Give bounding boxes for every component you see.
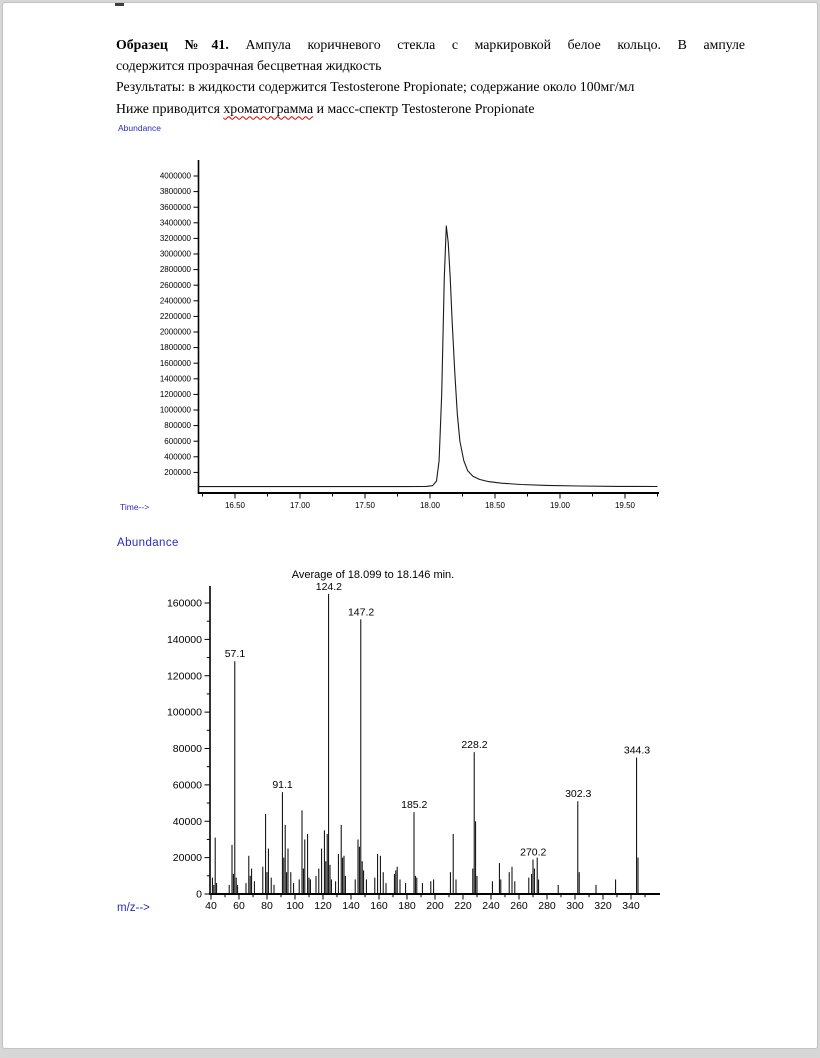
chromatogram-y-tick-label: 1600000: [159, 358, 191, 368]
spectrum-y-tick-label: 80000: [172, 743, 202, 756]
spectrum-y-tick-label: 20000: [172, 852, 202, 865]
spectrum-x-tick-label: 180: [398, 900, 416, 912]
chromatogram-y-tick-label: 2200000: [159, 312, 191, 321]
spectrum-peak-label: 57.1: [224, 648, 246, 661]
chromatogram-y-tick-label: 400000: [164, 452, 191, 462]
spectrum-y-tick-label: 60000: [172, 779, 202, 792]
spectrum-mz-axis-label: m/z-->: [117, 902, 150, 914]
charts-canvas: [3, 3, 820, 1058]
misspelled-word: хроматограмма: [223, 100, 314, 116]
sample-number-heading: Образец №41.: [116, 37, 229, 52]
spectrum-x-tick-label: 320: [594, 900, 612, 912]
spectrum-peak-label: 302.3: [565, 788, 592, 801]
chromatogram-x-tick-label: 18.50: [484, 501, 506, 510]
spectrum-x-tick-label: 40: [205, 900, 217, 912]
spectrum-peak-label: 344.3: [623, 744, 651, 757]
spectrum-peak-label: 147.2: [347, 606, 375, 619]
chromatogram-y-tick-label: 2600000: [159, 280, 191, 290]
spectrum-peak-label: 228.2: [461, 739, 488, 752]
chromatogram-note-line: Ниже приводится хроматограмма и масс-спектр Testosterone Propionate: [116, 100, 535, 116]
spectrum-x-tick-label: 260: [510, 900, 528, 912]
chromatogram-y-tick-label: 600000: [164, 436, 191, 446]
chromatogram-y-tick-label: 800000: [164, 421, 191, 431]
spectrum-x-tick-label: 80: [261, 900, 273, 912]
spectrum-x-tick-label: 280: [538, 900, 556, 912]
chromatogram-y-tick-label: 3400000: [159, 218, 191, 228]
document-page: [2, 2, 818, 1049]
spectrum-title: Average of 18.099 to 18.146 min.: [291, 569, 455, 581]
chromatogram-y-tick-label: 1800000: [159, 343, 191, 353]
chromatogram-x-tick-label: 17.50: [354, 501, 376, 510]
spectrum-y-tick-label: 160000: [166, 597, 202, 610]
spectrum-peak-label: 270.2: [520, 846, 547, 859]
chromatogram-y-tick-label: 3000000: [159, 249, 191, 259]
sample-description-line2: содержится прозрачная бесцветная жидкость: [116, 58, 382, 74]
chromatogram-x-tick-label: 17.00: [289, 501, 311, 510]
chromatogram-y-tick-label: 4000000: [159, 171, 191, 181]
chromatogram-y-tick-label: 1200000: [159, 390, 191, 399]
chromatogram-x-tick-label: 19.00: [549, 501, 571, 510]
spectrum-peak-label: 91.1: [272, 779, 293, 792]
spectrum-peak-label: 185.2: [401, 799, 428, 812]
spectrum-x-tick-label: 300: [566, 900, 584, 912]
spectrum-y-tick-label: 40000: [172, 815, 202, 828]
spectrum-y-tick-label: 140000: [166, 633, 202, 646]
spectrum-peak-label: 124.2: [315, 580, 343, 593]
chromatogram-x-tick-label: 19.50: [614, 501, 636, 510]
spectrum-x-tick-label: 60: [233, 900, 245, 912]
chromatogram-y-tick-label: 1000000: [159, 405, 191, 415]
chromatogram-y-tick-label: 2000000: [159, 327, 191, 337]
chromatogram-abundance-axis-label: Abundance: [118, 123, 162, 133]
spectrum-x-tick-label: 340: [622, 900, 640, 912]
chromatogram-trace: [198, 226, 658, 487]
spectrum-y-tick-label: 100000: [166, 706, 202, 719]
spectrum-x-tick-label: 160: [370, 900, 388, 912]
spectrum-abundance-axis-label: Abundance: [117, 537, 179, 549]
chromatogram-y-tick-label: 2400000: [159, 296, 191, 306]
chromatogram-y-tick-label: 200000: [164, 468, 191, 477]
spectrum-x-tick-label: 120: [314, 900, 332, 912]
spectrum-x-tick-label: 240: [482, 900, 500, 912]
chromatogram-y-tick-label: 1400000: [159, 374, 191, 384]
chromatogram-x-tick-label: 18.00: [419, 501, 441, 510]
chromatogram-y-tick-label: 3200000: [159, 234, 191, 243]
spectrum-x-tick-label: 220: [454, 900, 472, 912]
spectrum-x-tick-label: 100: [286, 900, 304, 912]
spectrum-x-tick-label: 200: [426, 900, 444, 912]
chromatogram-x-tick-label: 16.50: [224, 501, 246, 510]
spectrum-y-tick-label: 120000: [166, 670, 202, 683]
sample-description-line1: Ампула коричневого стекла с маркировкой белое кольцо. В ампуле: [245, 37, 745, 52]
results-line: Результаты: в жидкости содержится Testosterone Propionate; содержание около 100мг/мл: [116, 79, 635, 95]
chromatogram-y-tick-label: 3800000: [159, 187, 191, 197]
chromatogram-y-tick-label: 2800000: [159, 265, 191, 275]
spectrum-y-tick-label: 0: [196, 888, 202, 901]
chromatogram-y-tick-label: 3600000: [159, 202, 191, 212]
chromatogram-time-axis-label: Time-->: [120, 502, 150, 512]
spectrum-x-tick-label: 140: [342, 900, 360, 912]
